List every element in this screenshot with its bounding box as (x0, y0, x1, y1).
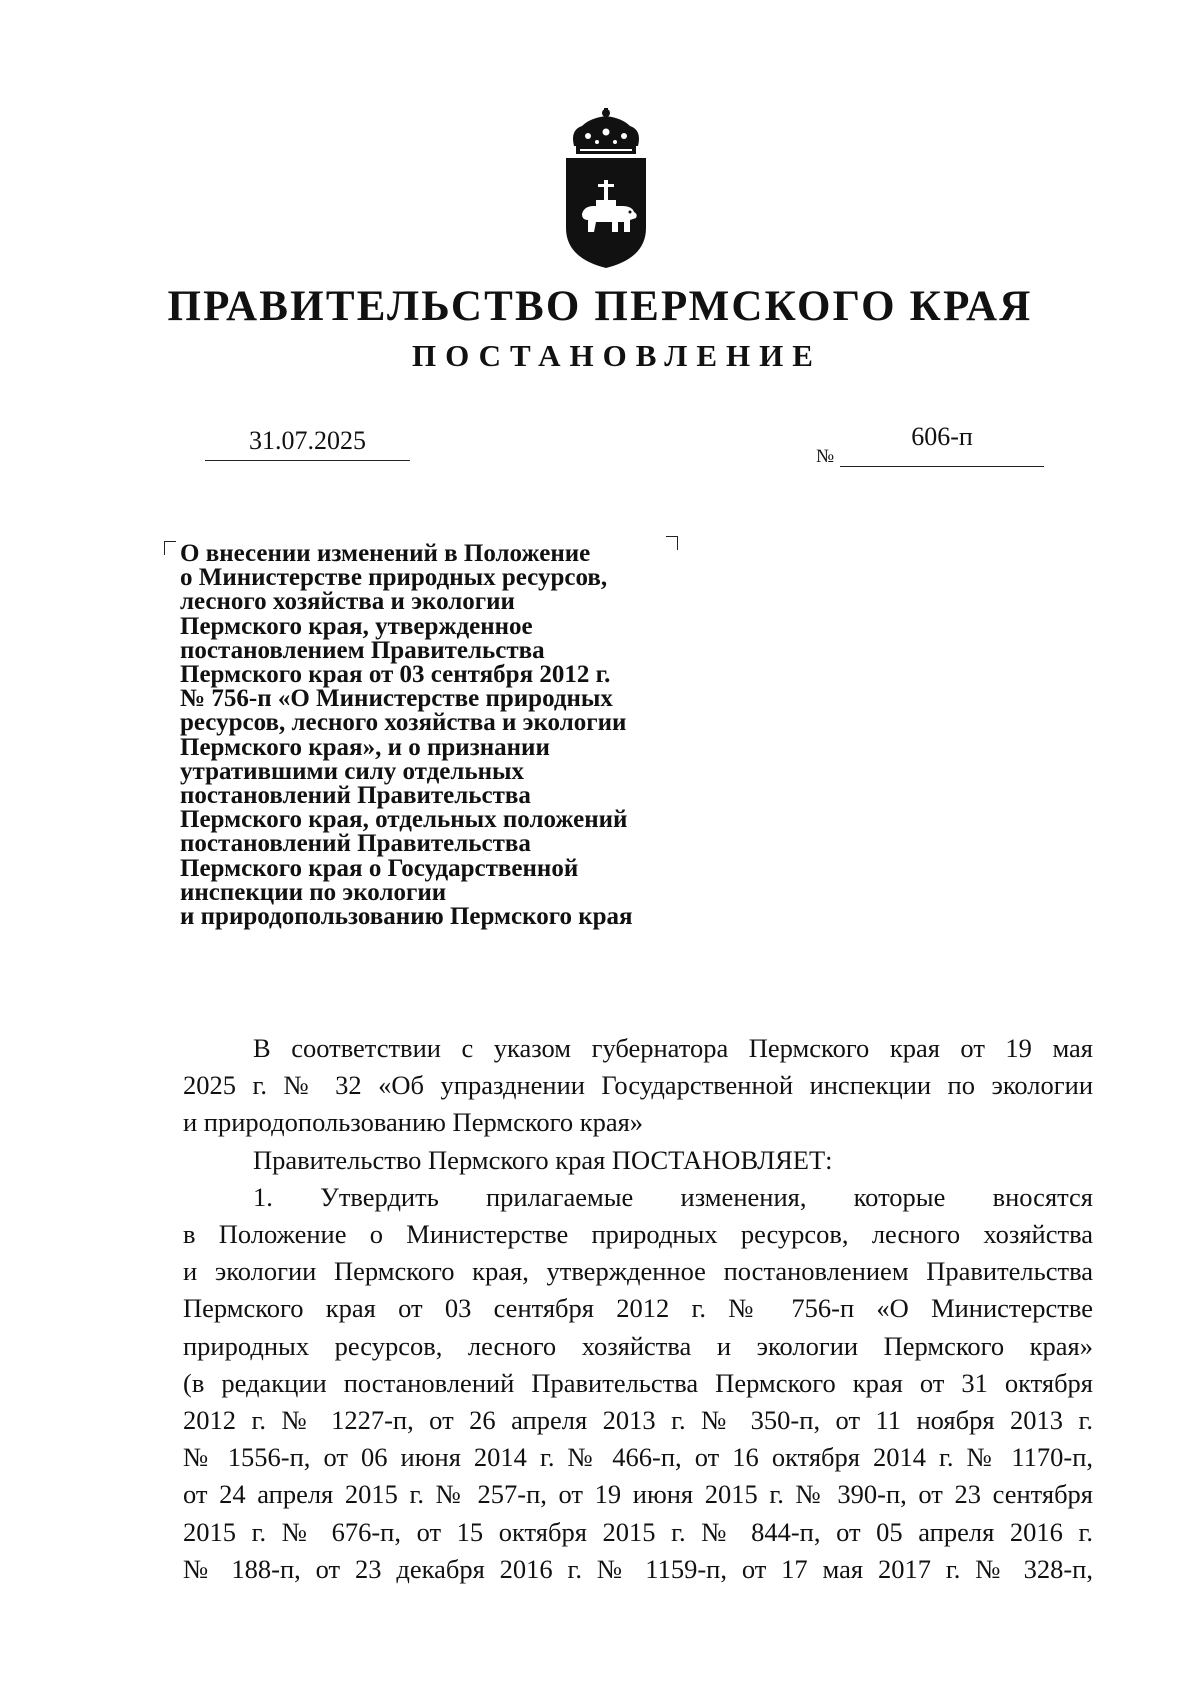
subject-line: утратившими силу отдельных (180, 757, 525, 785)
document-date: 31.07.2025 (205, 426, 410, 461)
subject-line: постановлений Правительства (180, 830, 531, 858)
subject-line: Пермского края», и о признании (180, 733, 550, 761)
document-type-heading: ПОСТАНОВЛЕНИЕ (412, 338, 822, 373)
document-number: 606-п (840, 422, 1044, 467)
coat-of-arms-emblem (560, 108, 652, 270)
subject-line: О внесении изменений в Положение (180, 540, 591, 567)
subject-line: ресурсов, лесного хозяйства и экологии (180, 709, 627, 737)
subject-line: и природопользованию Пермского края (180, 903, 633, 931)
subject-line: Пермского края, утвержденное (180, 612, 533, 640)
body-line: № 188-п, от 23 декабря 2016 г. № 1159-п, от 17 мая 2017 г. № 328-п, (183, 1553, 1093, 1584)
subject-line: Пермского края от 03 сентября 2012 г. (180, 661, 611, 689)
document-body (183, 1030, 1093, 1588)
document-subject (180, 542, 700, 929)
body-line: в Положение о Министерстве природных ресурсов, лесного хозяйства (183, 1219, 1093, 1250)
body-line: природных ресурсов, лесного хозяйства и экологии Пермского края» (183, 1330, 1093, 1361)
subject-line: постановлением Правительства (180, 636, 545, 664)
body-line: (в редакции постановлений Правительства Пермского края от 31 октября (183, 1367, 1093, 1398)
body-line: 1. Утвердить прилагаемые изменения, которые вносятся (253, 1181, 1093, 1212)
subject-corner-left (164, 541, 176, 555)
body-line: 2025 г. № 32 «Об упразднении Государственной инспекции по экологии (183, 1070, 1093, 1101)
body-line: 2015 г. № 676-п, от 15 октября 2015 г. № 844-п, от 05 апреля 2016 г. (183, 1516, 1093, 1547)
subject-line: Пермского края о Государственной (180, 854, 579, 882)
body-line: и экологии Пермского края, утвержденное постановлением Правительства (183, 1256, 1093, 1287)
subject-line: постановлений Правительства (180, 782, 531, 810)
body-line: 2012 г. № 1227-п, от 26 апреля 2013 г. № 350-п, от 11 ноября 2013 г. (183, 1405, 1093, 1436)
number-label: № (816, 446, 835, 467)
subject-line: инспекции по экологии (180, 878, 447, 906)
body-line: В соответствии с указом губернатора Пермского края от 19 мая (253, 1033, 1093, 1063)
body-line: № 1556-п, от 06 июня 2014 г. № 466-п, от 16 октября 2014 г. № 1170-п, (183, 1442, 1093, 1473)
body-line: Пермского края от 03 сентября 2012 г. № 756-п «О Министерстве (183, 1293, 1093, 1324)
body-line: и природопользованию Пермского края» (183, 1107, 644, 1138)
body-line: от 24 апреля 2015 г. № 257-п, от 19 июня 2015 г. № 390-п, от 23 сентября (183, 1479, 1093, 1510)
subject-line: № 756-п «О Министерстве природных (180, 685, 613, 713)
subject-line: Пермского края, отдельных положений (180, 806, 628, 834)
subject-line: лесного хозяйства и экологии (180, 588, 515, 616)
subject-line: о Министерстве природных ресурсов, (180, 564, 608, 592)
government-title: ПРАВИТЕЛЬСТВО ПЕРМСКОГО КРАЯ (167, 283, 1033, 330)
body-line: Правительство Пермского края ПОСТАНОВЛЯЕТ: (253, 1144, 833, 1175)
